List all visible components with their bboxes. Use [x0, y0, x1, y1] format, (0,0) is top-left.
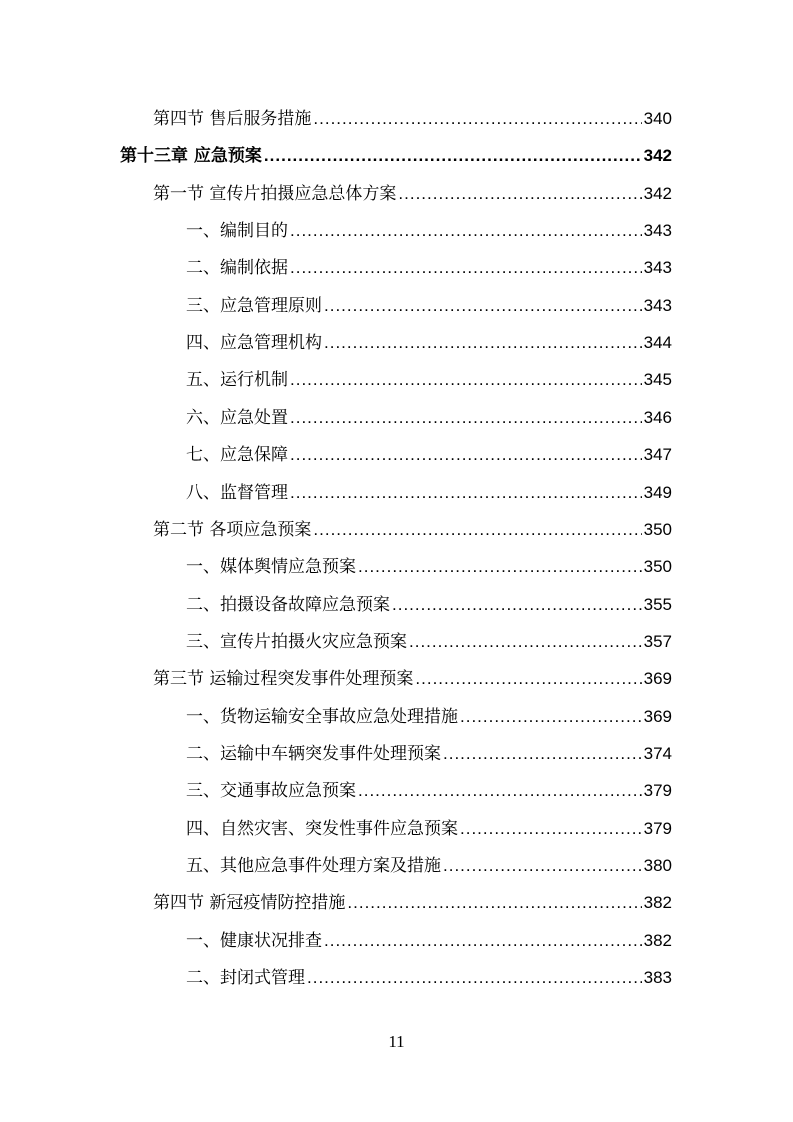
toc-item-entry[interactable] [186, 965, 672, 991]
toc-entry-title: 八、监督管理 [186, 482, 288, 503]
toc-entry-title: 第一节 宣传片拍摄应急总体方案 [153, 183, 397, 204]
toc-entry-page: 350 [643, 519, 672, 539]
toc-entry-page: 355 [643, 594, 672, 614]
dot-leader [409, 629, 642, 655]
toc-entry-page: 379 [643, 781, 672, 801]
dot-leader [290, 218, 642, 244]
dot-leader [415, 666, 641, 692]
toc-item-entry[interactable] [186, 592, 672, 618]
toc-entry-title: 二、编制依据 [186, 258, 288, 279]
toc-entry-page: 340 [643, 109, 672, 128]
toc-entry-page: 342 [643, 146, 672, 166]
toc-item-entry[interactable] [186, 928, 672, 954]
toc-entry-title: 二、拍摄设备故障应急预案 [186, 594, 390, 615]
dot-leader [358, 778, 642, 804]
toc-entry-title: 三、应急管理原则 [186, 295, 322, 316]
toc-entry-title: 四、应急管理机构 [186, 333, 322, 354]
dot-leader [290, 442, 642, 468]
dot-leader [290, 480, 642, 506]
toc-entry-title: 五、其他应急事件处理方案及措施 [186, 856, 441, 876]
dot-leader [290, 367, 642, 393]
toc-entry-page: 342 [643, 183, 672, 203]
toc-entry-title: 二、封闭式管理 [186, 968, 305, 989]
toc-item-entry[interactable] [186, 816, 672, 842]
toc-entry-page: 350 [643, 557, 672, 577]
toc-entry-page: 343 [643, 258, 672, 278]
toc-entry-title: 七、应急保障 [186, 445, 288, 466]
toc-item-entry[interactable] [186, 629, 672, 655]
toc-item-entry[interactable] [186, 853, 672, 879]
toc-item-entry[interactable] [186, 255, 672, 281]
toc-item-entry[interactable] [186, 293, 672, 319]
dot-leader [347, 890, 641, 916]
toc-section-entry[interactable] [153, 106, 672, 132]
toc-entry-title: 二、运输中车辆突发事件处理预案 [186, 743, 441, 764]
toc-entry-page: 357 [643, 631, 672, 651]
toc-entry-title: 第四节 新冠疫情防控措施 [153, 893, 346, 914]
toc-section-entry[interactable] [153, 517, 672, 543]
toc-entry-title: 四、自然灾害、突发性事件应急预案 [186, 818, 458, 839]
toc-entry-title: 六、应急处置 [186, 407, 288, 428]
toc-entry-title: 第四节 售后服务措施 [153, 109, 312, 129]
toc-entry-page: 379 [643, 818, 672, 838]
toc-entry-page: 369 [643, 669, 672, 689]
toc-entry-page: 382 [643, 930, 672, 950]
toc-entry-page: 346 [643, 407, 672, 427]
toc-item-entry[interactable] [186, 405, 672, 431]
toc-entry-title: 第十三章 应急预案 [120, 146, 262, 167]
dot-leader [307, 965, 642, 991]
dot-leader [290, 405, 642, 431]
dot-leader [460, 816, 642, 842]
toc-entry-page: 344 [643, 333, 672, 353]
toc-entry-title: 第二节 各项应急预案 [153, 519, 312, 540]
toc-entry-title: 一、媒体舆情应急预案 [186, 557, 356, 578]
dot-leader [324, 293, 642, 319]
toc-entry-page: 349 [643, 482, 672, 502]
dot-leader [264, 143, 642, 169]
toc-section-entry[interactable] [153, 890, 672, 916]
toc-entry-title: 一、货物运输安全事故应急处理措施 [186, 706, 458, 727]
toc-item-entry[interactable] [186, 330, 672, 356]
toc-item-entry[interactable] [186, 704, 672, 730]
toc-item-entry[interactable] [186, 480, 672, 506]
toc-chapter-entry[interactable] [120, 143, 672, 169]
dot-leader [313, 517, 641, 543]
toc-entry-page: 383 [643, 968, 672, 988]
toc-item-entry[interactable] [186, 442, 672, 468]
dot-leader [443, 741, 642, 767]
toc-entry-title: 三、交通事故应急预案 [186, 781, 356, 802]
dot-leader [324, 928, 642, 954]
toc-entry-page: 345 [643, 370, 672, 390]
toc-item-entry[interactable] [186, 778, 672, 804]
toc-entry-title: 三、宣传片拍摄火灾应急预案 [186, 631, 407, 652]
toc-entry-page: 382 [643, 893, 672, 913]
toc-entry-page: 347 [643, 445, 672, 465]
toc-section-entry[interactable] [153, 181, 672, 207]
toc-item-entry[interactable] [186, 367, 672, 393]
dot-leader [358, 554, 642, 580]
toc-entry-title: 一、健康状况排查 [186, 930, 322, 951]
toc-item-entry[interactable] [186, 554, 672, 580]
toc-entry-page: 369 [643, 706, 672, 726]
toc-entry-title: 五、运行机制 [186, 370, 288, 391]
toc-section-entry[interactable] [153, 666, 672, 692]
dot-leader [443, 853, 642, 879]
page-number: 11 [388, 1032, 405, 1051]
dot-leader [290, 255, 642, 281]
toc-item-entry[interactable] [186, 218, 672, 244]
dot-leader [398, 181, 641, 207]
toc-entry-page: 343 [643, 295, 672, 315]
dot-leader [392, 592, 642, 618]
toc-entry-title: 第三节 运输过程突发事件处理预案 [153, 669, 414, 690]
toc-entry-page: 343 [643, 221, 672, 241]
dot-leader [313, 106, 641, 132]
dot-leader [324, 330, 642, 356]
toc-item-entry[interactable] [186, 741, 672, 767]
toc-entry-title: 一、编制目的 [186, 221, 288, 242]
toc-entry-page: 380 [643, 856, 672, 875]
toc-entry-page: 374 [643, 743, 672, 763]
dot-leader [460, 704, 642, 730]
